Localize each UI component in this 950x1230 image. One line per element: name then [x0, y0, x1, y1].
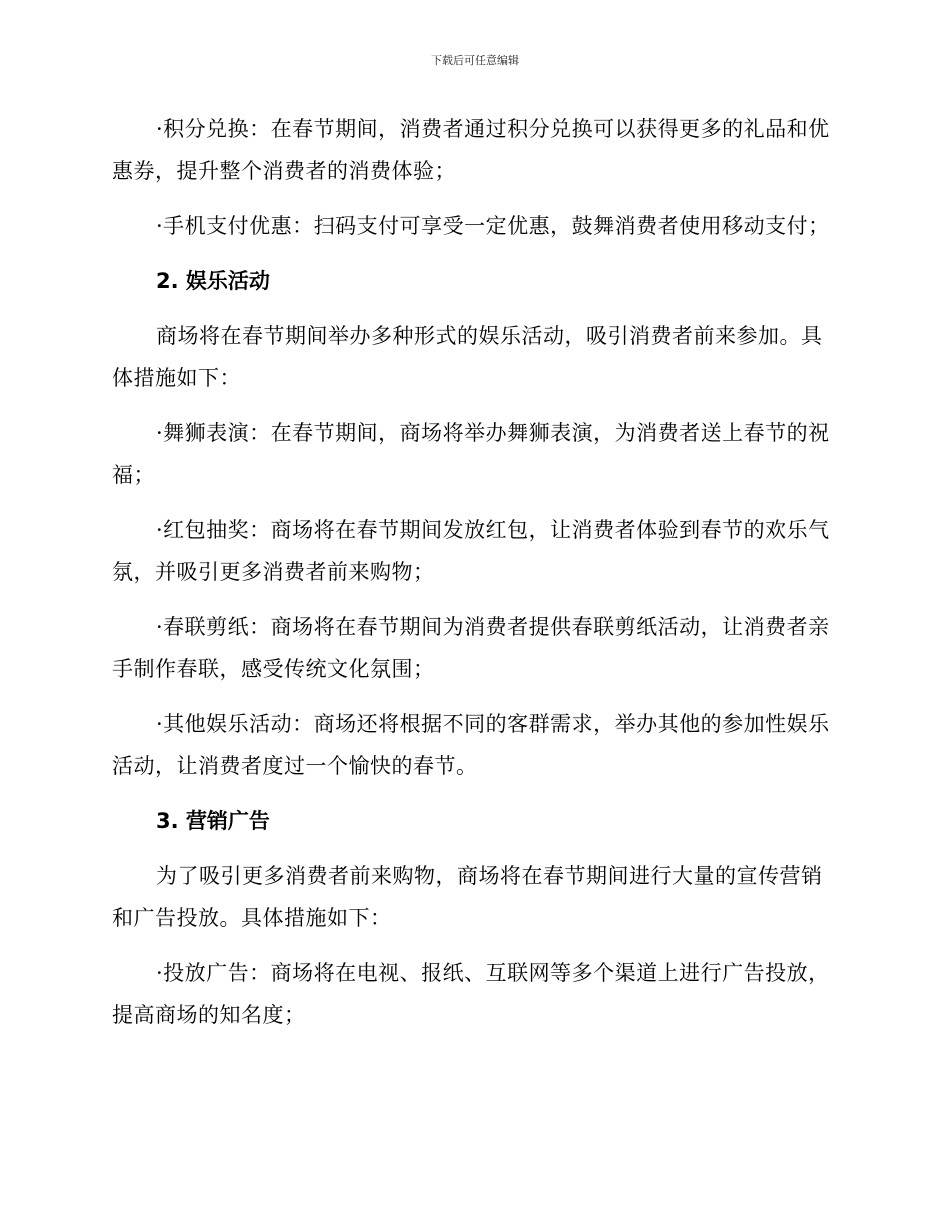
bullet-points-exchange: ·积分兑换：在春节期间，消费者通过积分兑换可以获得更多的礼品和优惠券，提升整个消费者的消费体验； — [112, 117, 830, 183]
document-body — [112, 108, 832, 1049]
bullet-mobile-payment: ·手机支付优惠：扫码支付可享受一定优惠，鼓舞消费者使用移动支付； — [156, 214, 830, 238]
bullet-red-envelope: ·红包抽奖：商场将在春节期间发放红包，让消费者体验到春节的欢乐气氛，并吸引更多消费者前来购物； — [112, 518, 830, 584]
marketing-intro: 为了吸引更多消费者前来购物，商场将在春节期间进行大量的宣传营销和广告投放。具体措施如下： — [112, 864, 823, 930]
section-heading-marketing: 3. 营销广告 — [156, 809, 270, 833]
bullet-couplets-papercut: ·春联剪纸：商场将在春节期间为消费者提供春联剪纸活动，让消费者亲手制作春联，感受传统文化氛围； — [112, 615, 830, 681]
bullet-lion-dance: ·舞狮表演：在春节期间，商场将举办舞狮表演，为消费者送上春节的祝福； — [112, 421, 830, 487]
bullet-ad-placement: ·投放广告：商场将在电视、报纸、互联网等多个渠道上进行广告投放，提高商场的知名度； — [112, 961, 830, 1027]
bullet-other-entertainment: ·其他娱乐活动：商场还将根据不同的客群需求，举办其他的参加性娱乐活动，让消费者度过一个愉快的春节。 — [112, 712, 830, 778]
header-note: 下载后可任意编辑 — [431, 54, 519, 67]
entertainment-intro: 商场将在春节期间举办多种形式的娱乐活动，吸引消费者前来参加。具体措施如下： — [112, 324, 823, 390]
section-heading-entertainment: 2. 娱乐活动 — [156, 269, 270, 293]
